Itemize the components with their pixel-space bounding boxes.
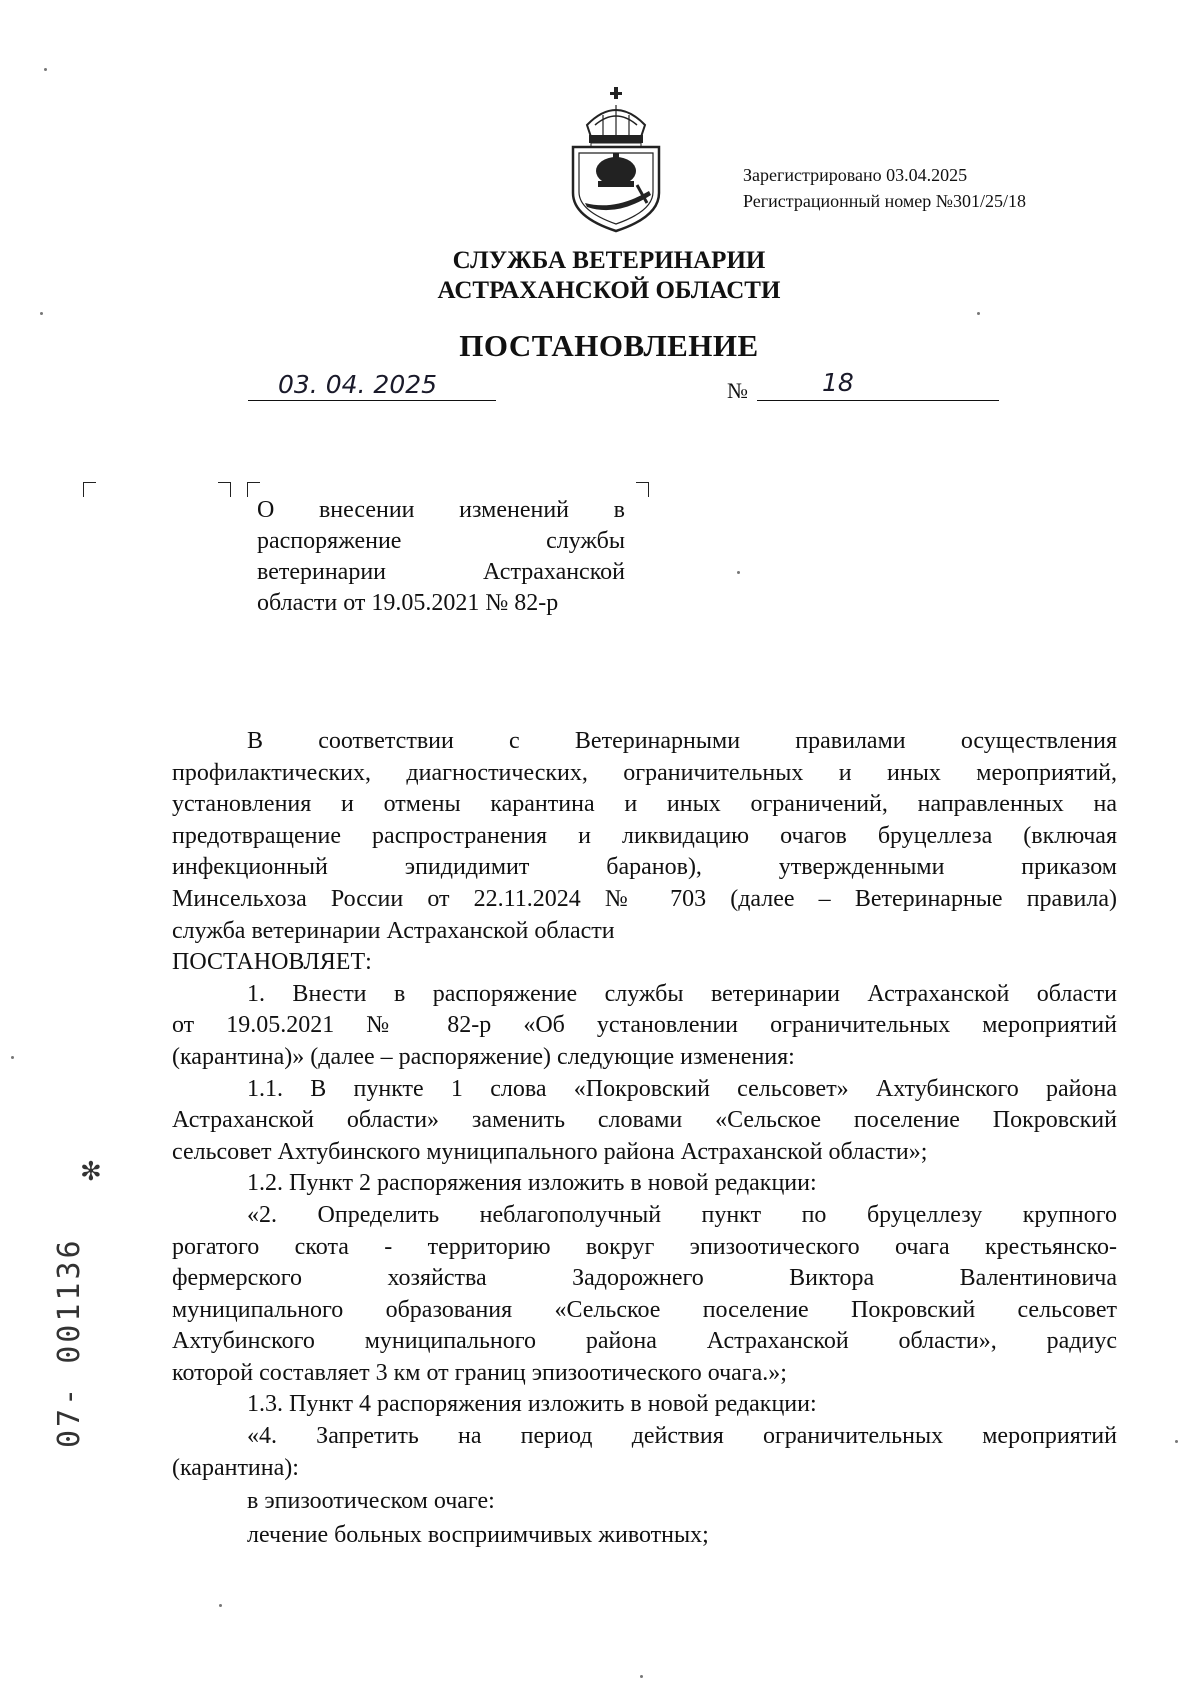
item-1-2-quote-line: рогатого скота - территорию вокруг эпизоотического очага крестьянско- [172, 1233, 1117, 1260]
item-1-2-quote-line: Ахтубинского муниципального района Астраханской области», радиус [172, 1328, 1117, 1355]
document-subject [257, 495, 625, 619]
handwritten-date: 03. 04. 2025 [278, 370, 438, 399]
item-1-3-quote-line: «4. Запретить на период действия ограничительных мероприятий [247, 1423, 1117, 1450]
scan-speck [44, 68, 47, 71]
preamble-line: В соответствии с Ветеринарными правилами осуществления [247, 728, 1117, 754]
side-stamp-number: 07- 001136 [52, 1237, 87, 1448]
scan-speck [737, 571, 740, 574]
organization-line-1: СЛУЖБА ВЕТЕРИНАРИИ [452, 247, 766, 274]
scan-speck [1175, 1440, 1178, 1443]
scan-speck [219, 1604, 222, 1607]
subject-line-1: О внесении изменений в [257, 497, 625, 523]
corner-bracket-left [83, 482, 96, 497]
registration-block [743, 162, 1026, 214]
item-1-line: 1. Внести в распоряжение службы ветеринарии Астраханской области [247, 980, 1117, 1007]
item-1-1-line: Астраханской области» заменить словами «Сельское поселение Покровский [172, 1107, 1117, 1134]
number-underline [757, 376, 999, 401]
item-1-2-quote-line: муниципального образования «Сельское поселение Покровский сельсовет [172, 1296, 1117, 1323]
treatment-line: лечение больных восприимчивых животных; [247, 1521, 709, 1548]
corner-bracket-right [636, 482, 649, 497]
item-1-line: (карантина)» (далее – распоряжение) следующие изменения: [172, 1043, 795, 1070]
item-1-3-quote-line: (карантина): [172, 1454, 299, 1481]
document-type-title: ПОСТАНОВЛЕНИЕ [459, 328, 759, 363]
registration-date: Зарегистрировано 03.04.2025 [743, 165, 968, 185]
item-1-1-line: 1.1. В пункте 1 слова «Покровский сельсовет» Ахтубинского района [247, 1075, 1117, 1102]
item-1-2: 1.2. Пункт 2 распоряжения изложить в новой редакции: [247, 1170, 817, 1197]
registration-number: Регистрационный номер №301/25/18 [743, 191, 1026, 211]
scan-speck [11, 1056, 14, 1059]
subject-line-2: распоряжение службы [257, 528, 625, 554]
item-1-line: от 19.05.2021 № 82-р «Об установлении ограничительных мероприятий [172, 1012, 1117, 1039]
scan-speck [977, 312, 980, 315]
item-1-3: 1.3. Пункт 4 распоряжения изложить в новой редакции: [247, 1391, 817, 1418]
item-1-2-quote-line: которой составляет 3 км от границ эпизоотического очага.»; [172, 1359, 787, 1386]
coat-of-arms-emblem [565, 85, 667, 233]
corner-bracket-mid-right [218, 482, 231, 497]
scan-speck [40, 312, 43, 315]
asterisk-icon: ✻ [80, 1157, 102, 1186]
preamble-line: предотвращение распространения и ликвидацию очагов бруцеллеза (включая [172, 822, 1117, 849]
subject-line-4: области от 19.05.2021 № 82-р [257, 590, 559, 616]
item-1-2-quote-line: фермерского хозяйства Задорожнего Виктора Валентиновича [172, 1265, 1117, 1292]
organization-name [0, 246, 1200, 306]
preamble-line: Минсельхоза России от 22.11.2024 № 703 (далее – Ветеринарные правила) [172, 885, 1117, 912]
preamble-line: служба ветеринарии Астраханской области [172, 917, 615, 944]
focus-line: в эпизоотическом очаге: [247, 1488, 495, 1515]
preamble-line: профилактических, диагностических, ограничительных и иных мероприятий, [172, 759, 1117, 786]
document-body [172, 726, 1117, 1551]
number-label: № [727, 378, 748, 403]
item-1-2-quote-line: «2. Определить неблагополучный пункт по бруцеллезу крупного [247, 1201, 1117, 1228]
preamble-line: установления и отмены карантина и иных ограничений, направленных на [172, 791, 1117, 818]
organization-line-2: АСТРАХАНСКОЙ ОБЛАСТИ [437, 277, 781, 304]
decree-word: ПОСТАНОВЛЯЕТ: [172, 949, 372, 976]
handwritten-number: 18 [822, 368, 854, 397]
subject-line-3: ветеринарии Астраханской [257, 559, 625, 585]
preamble-line: инфекционный эпидидимит баранов), утвержденными приказом [172, 854, 1117, 881]
item-1-1-line: сельсовет Ахтубинского муниципального района Астраханской области»; [172, 1138, 928, 1165]
scan-speck [640, 1675, 643, 1678]
